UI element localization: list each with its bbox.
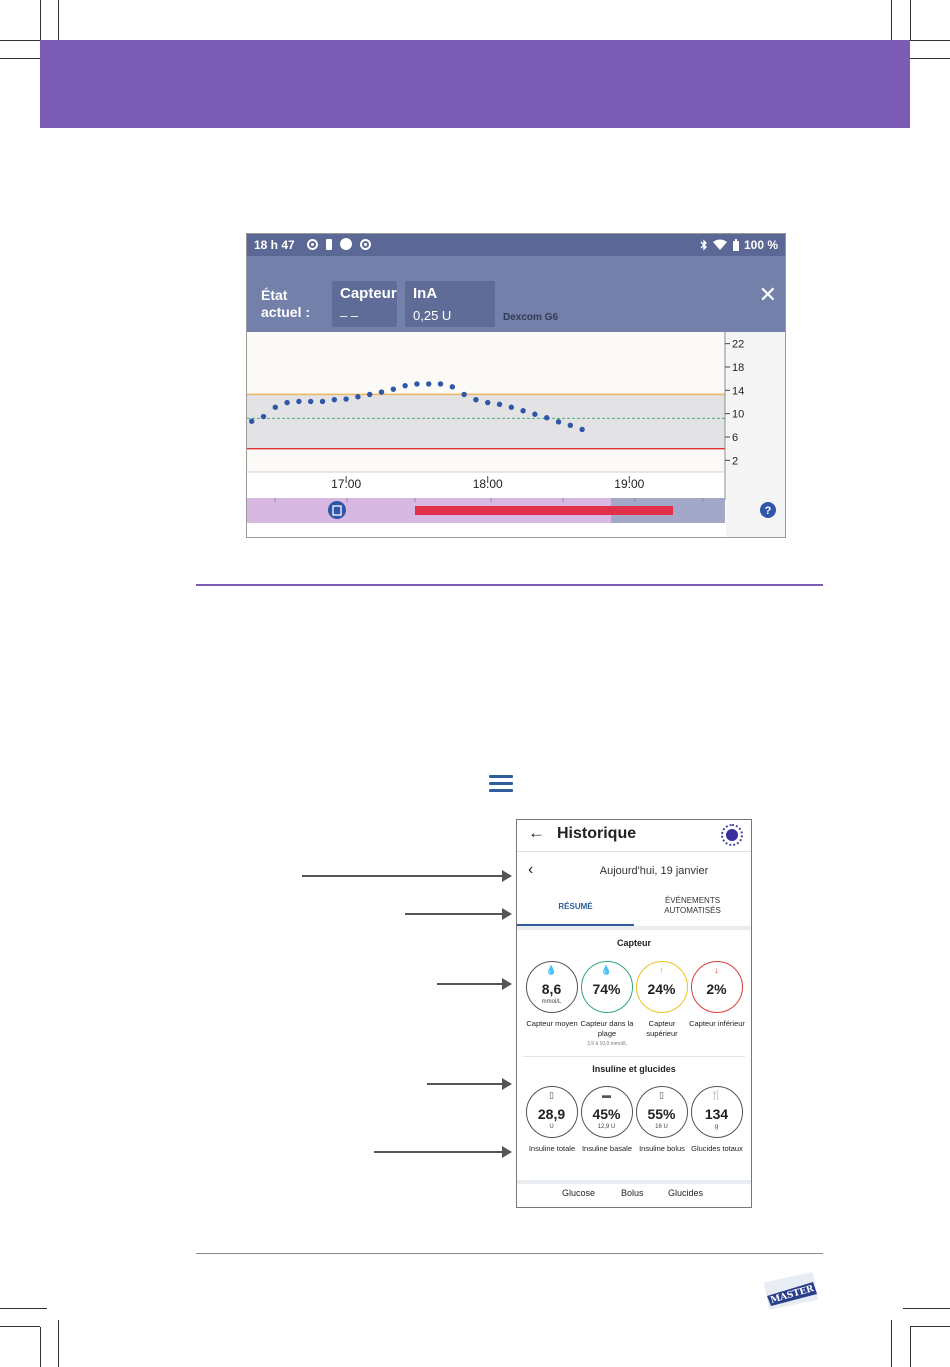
metric-unit: 16 U xyxy=(655,1124,668,1130)
metric-unit: U xyxy=(549,1124,554,1130)
metric-icon: ▯ xyxy=(659,1090,664,1100)
summary-metric-circle xyxy=(691,1086,743,1138)
crop-mark xyxy=(910,58,950,59)
callout-arrow-sensor xyxy=(437,983,510,985)
date-label: Aujourd'hui, 19 janvier xyxy=(599,865,709,877)
y-tick-label: 18 xyxy=(732,362,745,374)
glucose-reading-dot xyxy=(261,414,266,419)
battery-icon xyxy=(732,239,740,251)
sensor-name: Dexcom G6 xyxy=(503,312,559,323)
crop-mark xyxy=(910,1326,950,1327)
glucose-reading-dot xyxy=(461,392,466,397)
status-time: 18 h 47 xyxy=(254,238,295,252)
metric-icon: ▯ xyxy=(549,1090,554,1100)
status-bar xyxy=(247,234,785,256)
bluetooth-icon xyxy=(700,239,708,251)
circle-icon xyxy=(340,238,352,250)
insulin-section-title: Insuline et glucides xyxy=(592,1064,676,1074)
crop-mark xyxy=(891,1320,892,1367)
back-arrow-icon[interactable]: ← xyxy=(528,823,545,842)
glucose-reading-dot xyxy=(284,400,289,405)
glucose-reading-dot xyxy=(343,396,348,401)
previous-day-icon[interactable]: ‹ xyxy=(528,861,534,878)
metric-value: 134 xyxy=(704,1106,729,1122)
sensor-card-title: Capteur xyxy=(340,285,397,302)
tab-carbs[interactable]: Glucides xyxy=(668,1188,704,1198)
iob-card[interactable] xyxy=(405,281,495,327)
pod-status-icon[interactable] xyxy=(721,824,743,846)
glucose-reading-dot xyxy=(438,381,443,386)
metric-value: 28,9 xyxy=(537,1106,566,1122)
sensor-card[interactable] xyxy=(332,281,397,327)
callout-arrow-tabs xyxy=(405,913,510,915)
glucose-reading-dot xyxy=(568,423,573,428)
metric-value: 74% xyxy=(592,981,621,997)
glucose-reading-dot xyxy=(579,427,584,432)
x-tick-label: 19:00 xyxy=(614,477,645,491)
callout-arrow-date xyxy=(302,875,510,877)
crop-mark xyxy=(0,1326,40,1327)
glucose-reading-dot xyxy=(509,405,514,410)
history-screen-screenshot xyxy=(516,819,752,1208)
callout-arrow-labels xyxy=(374,1151,510,1153)
metric-icon: ▬ xyxy=(602,1090,611,1100)
summary-metric-circle xyxy=(581,961,633,1013)
crop-mark xyxy=(58,1320,59,1367)
section-divider xyxy=(523,1056,745,1057)
insulin-delivery-bar xyxy=(415,506,673,515)
section-divider xyxy=(196,584,823,586)
metric-label: Capteur dans la plage xyxy=(580,1019,634,1038)
glucose-reading-dot xyxy=(556,419,561,424)
glucose-reading-dot xyxy=(367,392,372,397)
metric-icon: ↑ xyxy=(659,965,664,975)
glucose-reading-dot xyxy=(485,400,490,405)
section-band xyxy=(517,1180,751,1184)
summary-metric-circle xyxy=(636,961,688,1013)
pod-icon xyxy=(326,239,332,250)
metric-value: 2% xyxy=(706,981,727,997)
master-logo-stamp xyxy=(763,1272,819,1310)
summary-metric-circle xyxy=(526,961,578,1013)
tab-summary[interactable]: RÉSUMÉ xyxy=(517,892,634,926)
help-icon-label: ? xyxy=(764,505,772,517)
metric-unit: 12,9 U xyxy=(597,1124,616,1130)
glucose-reading-dot xyxy=(296,399,301,404)
crop-mark xyxy=(0,1308,47,1309)
metric-icon: 🍴 xyxy=(710,1090,723,1100)
sensor-card-value: – – xyxy=(340,308,359,323)
glucose-reading-dot xyxy=(532,412,537,417)
y-tick-label: 14 xyxy=(732,385,745,398)
metric-icon: ↓ xyxy=(714,965,719,975)
y-tick-label: 22 xyxy=(732,338,745,351)
svg-text:MASTER: MASTER xyxy=(769,1284,816,1306)
menu-icon xyxy=(489,775,513,793)
metric-unit: mmol/L xyxy=(541,999,562,1005)
metric-sublabel: 3,9 à 10,0 mmol/L xyxy=(586,1041,628,1047)
date-selector xyxy=(517,857,751,887)
glucose-reading-dot xyxy=(379,389,384,394)
x-tick-label: 18:00 xyxy=(472,477,503,491)
iob-card-value: 0,25 U xyxy=(413,308,452,323)
metric-label: Glucides totaux xyxy=(691,1144,743,1153)
crop-mark xyxy=(903,1308,950,1309)
history-header xyxy=(517,820,751,852)
y-tick-label: 2 xyxy=(732,455,739,468)
status-icons xyxy=(307,238,371,250)
crop-mark xyxy=(910,1327,911,1367)
glucose-reading-dot xyxy=(520,408,525,413)
no-sync-icon xyxy=(360,239,371,250)
iob-card-title: InA xyxy=(413,285,438,302)
metric-label: Capteur supérieur xyxy=(646,1019,678,1038)
crop-mark xyxy=(0,58,40,59)
metric-label: Insuline basale xyxy=(581,1144,633,1153)
tab-glucose[interactable]: Glucose xyxy=(562,1188,596,1198)
metric-value: 55% xyxy=(647,1106,676,1122)
glucose-reading-dot xyxy=(249,419,254,424)
summary-metric-circle xyxy=(526,1086,578,1138)
glucose-reading-dot xyxy=(320,399,325,404)
metric-value: 45% xyxy=(592,1106,621,1122)
crop-mark xyxy=(40,1327,41,1367)
crop-mark xyxy=(910,0,911,40)
tab-automated-events[interactable]: ÉVÉNEMENTS AUTOMATISÉS xyxy=(664,896,721,915)
glucose-reading-dot xyxy=(355,394,360,399)
crop-mark xyxy=(40,0,41,40)
wifi-icon xyxy=(712,239,728,251)
glucose-reading-dot xyxy=(308,399,313,404)
y-tick-label: 10 xyxy=(732,408,745,421)
tab-bolus[interactable]: Bolus xyxy=(621,1188,644,1198)
bolus-icon xyxy=(328,501,346,519)
target-icon xyxy=(307,239,318,250)
history-title: Historique xyxy=(557,825,637,842)
metric-value: 24% xyxy=(647,981,676,997)
home-screen-screenshot xyxy=(246,233,786,538)
glucose-reading-dot xyxy=(544,415,549,420)
current-state-bar xyxy=(247,256,785,332)
metric-label: Insuline bolus xyxy=(639,1144,685,1153)
cgm-chart xyxy=(247,332,785,538)
history-tabs xyxy=(517,892,751,926)
glucose-reading-dot xyxy=(391,386,396,391)
summary-metric-circle xyxy=(691,961,743,1013)
glucose-reading-dot xyxy=(402,383,407,388)
glucose-reading-dot xyxy=(332,397,337,402)
sensor-section-title: Capteur xyxy=(616,938,651,948)
metric-icon: 💧 xyxy=(545,965,558,975)
battery-level: 100 % xyxy=(743,238,778,252)
metric-value: 8,6 xyxy=(541,981,562,997)
metric-unit: g xyxy=(714,1124,719,1130)
footer-divider xyxy=(196,1253,823,1254)
summary-metric-circle xyxy=(636,1086,688,1138)
glucose-reading-dot xyxy=(426,381,431,386)
status-right xyxy=(700,238,778,252)
glucose-reading-dot xyxy=(414,381,419,386)
close-icon[interactable]: ✕ xyxy=(758,282,777,307)
metric-label: Capteur moyen xyxy=(526,1019,578,1028)
header-band xyxy=(40,40,910,128)
glucose-reading-dot xyxy=(497,402,502,407)
summary-metric-circle xyxy=(581,1086,633,1138)
y-tick-label: 6 xyxy=(732,432,739,444)
glucose-reading-dot xyxy=(273,405,278,410)
callout-arrow-insulin xyxy=(427,1083,510,1085)
metric-label: Capteur inférieur xyxy=(689,1019,745,1028)
glucose-reading-dot xyxy=(473,397,478,402)
section-band xyxy=(517,926,751,930)
crop-mark xyxy=(903,40,950,41)
metric-label: Insuline totale xyxy=(528,1144,576,1153)
current-state-label: État actuel : xyxy=(261,287,311,320)
metric-icon: 💧 xyxy=(600,965,613,975)
glucose-reading-dot xyxy=(450,384,455,389)
x-tick-label: 17:00 xyxy=(331,477,362,491)
